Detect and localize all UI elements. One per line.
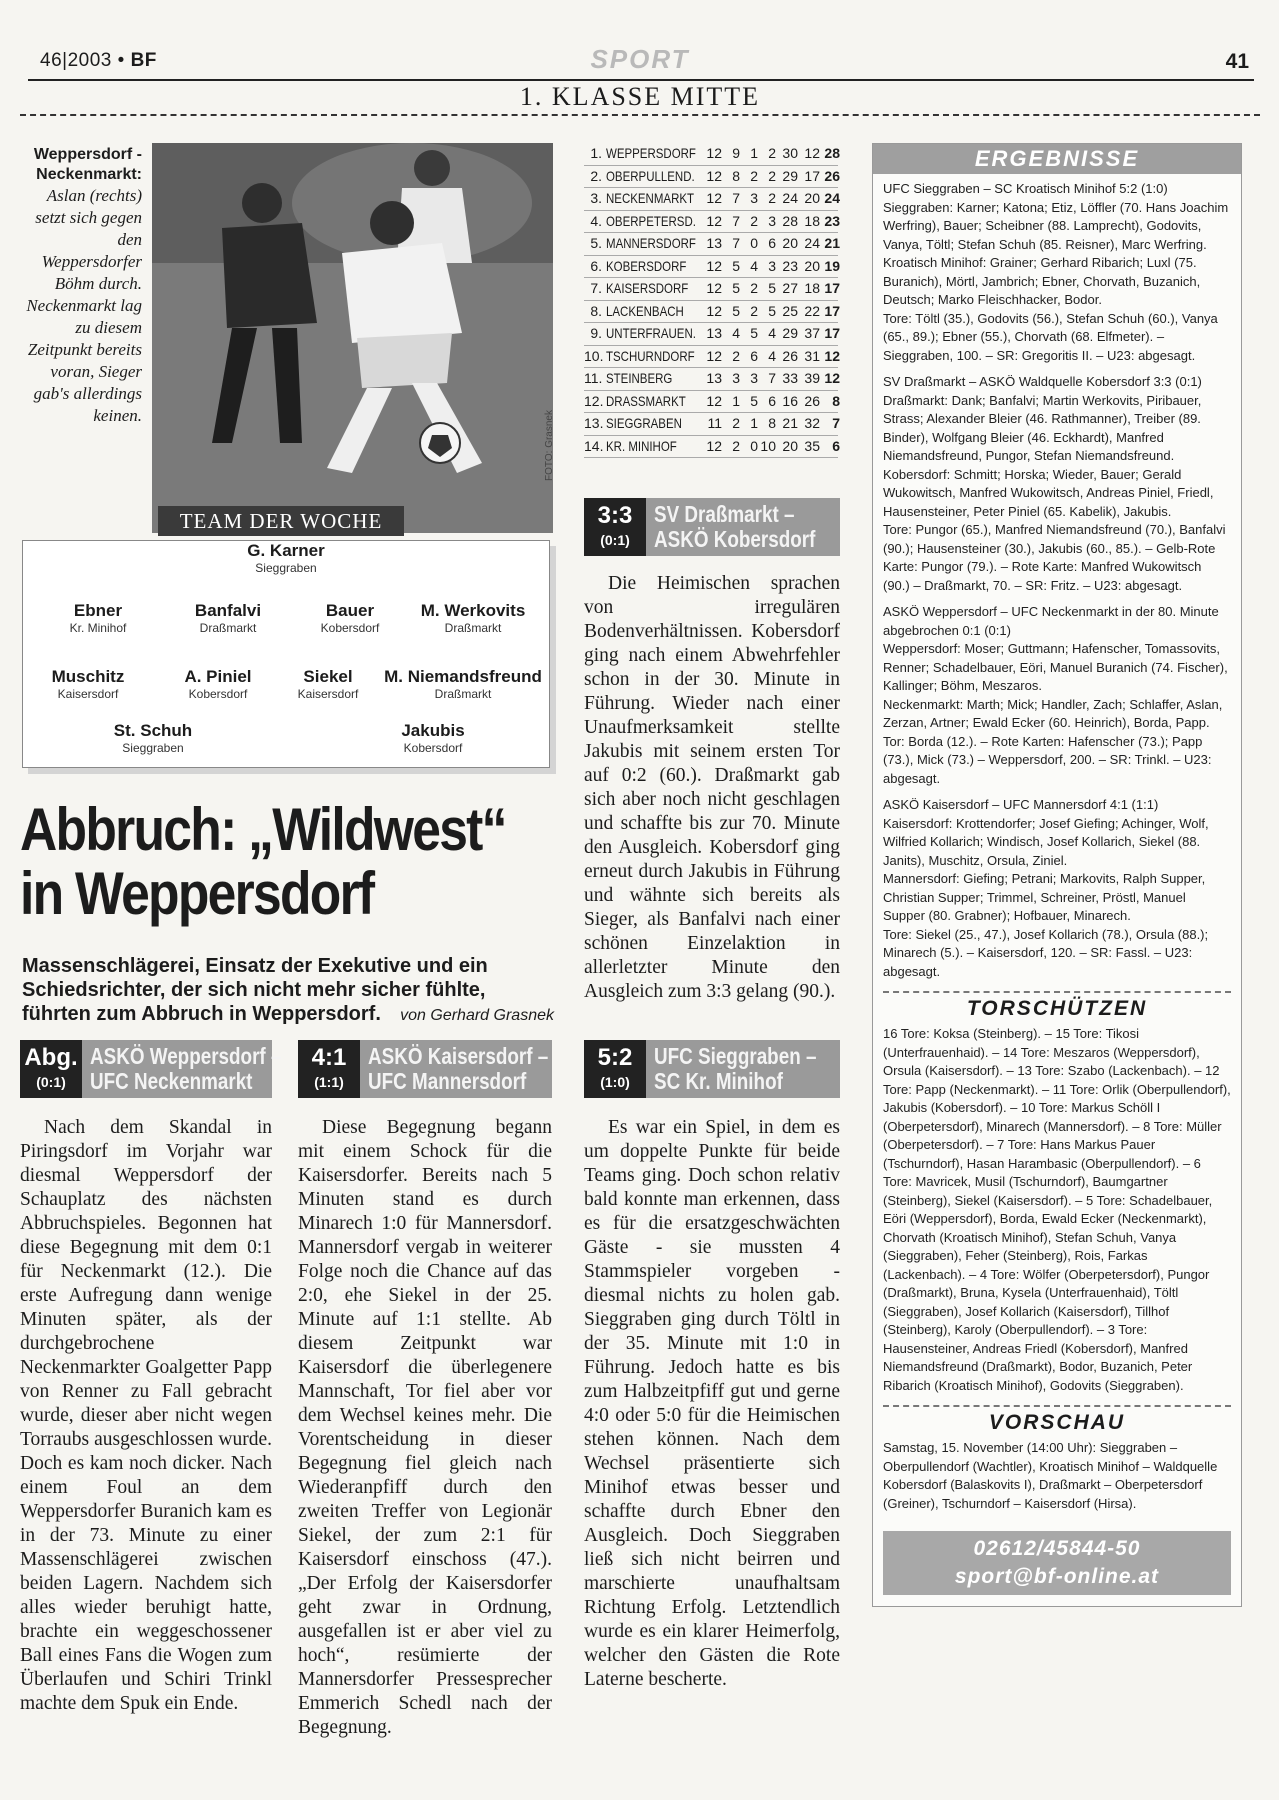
standings-position: 1. [590, 145, 602, 161]
result-header: Abg. (0:1) ASKÖ Weppersdorf – UFC Neckenmarkt [20, 1040, 272, 1098]
result-lineup: Kroatisch Minihof: Grainer; Gerhard Ribarich; Luxl (75. Buranich), Mörtl, Jambrich; Ebner, Chorvath, Buzanich, Deutsch; Marko Fleischhacker, Bodor. [883, 255, 1201, 307]
standings-g: 13 [706, 235, 722, 251]
caption-lead: Weppersdorf - Neckenmarkt: [33, 146, 142, 183]
standings-team: KOBERSDORF [606, 257, 687, 274]
standings-l: 3 [768, 212, 776, 229]
team-player: M. Niemandsfreund Draßmarkt [384, 667, 542, 701]
standings-w: 8 [732, 167, 740, 184]
standings-d: 0 [750, 437, 758, 454]
standings-d: 3 [750, 190, 758, 206]
standings-team: SIEGGRABEN [606, 415, 682, 431]
standings-d: 2 [750, 280, 758, 296]
standings-g: 11 [707, 415, 722, 431]
result-lineup: Kobersdorf: Schmitt; Horska; Wieder, Bauer; Gerald Wukowitsch, Manfred Wukowitsch, Andreas Piniel, Friedl, Hausensteiner, Peter Piniel (65. Kabelik), Jakubis. [883, 466, 1214, 519]
team-player: M. Werkovits Draßmarkt [420, 601, 526, 635]
standings-row [584, 346, 838, 369]
standings-w: 5 [732, 280, 740, 296]
result-heading: UFC Sieggraben – SC Kroatisch Minihof 5:2 (1:0) [883, 181, 1168, 196]
standings-w: 2 [732, 415, 740, 431]
result-heading: ASKÖ Weppersdorf – UFC Neckenmarkt in der 80. Minute abgebrochen 0:1 (0:1) [883, 604, 1219, 638]
standings-team: STEINBERG [606, 370, 673, 386]
contact-email[interactable]: sport@bf-online.at [954, 1565, 1160, 1588]
standings-l: 6 [768, 235, 776, 251]
standings-row [584, 368, 838, 391]
standings-d: 3 [750, 370, 758, 386]
standings-row [584, 301, 838, 324]
result-lineup: Kaisersdorf: Krottendorfer; Josef Giefing; Achinger, Wolf, Wilfried Kollarich; Windisch, Josef Kollarich, Siekel (88. Janits), Muschitz, Orsula, Ziniel. [883, 815, 1209, 868]
standings-l: 4 [768, 347, 776, 364]
result-heading: SV Draßmarkt – ASKÖ Waldquelle Kobersdorf 3:3 (0:1) [883, 374, 1202, 389]
standings-d: 5 [750, 325, 758, 341]
standings-row [584, 413, 838, 436]
standings-l: 3 [768, 257, 776, 274]
standings-w: 7 [732, 190, 740, 206]
standings-pts: 8 [832, 392, 840, 409]
standings-w: 1 [732, 392, 740, 409]
byline: von Gerhard Grasnek [400, 1007, 554, 1024]
standings-position: 3. [590, 190, 602, 206]
standings-w: 4 [732, 325, 740, 341]
standings-gf: 16 [782, 392, 798, 409]
standings-ga: 12 [804, 145, 820, 161]
standings-d: 4 [750, 257, 758, 274]
results-list [873, 174, 1241, 981]
standings-position: 13. [584, 415, 604, 431]
result-lineup: Weppersdorf: Moser; Guttmann; Hafenscher, Tomassovits, Renner; Schadelbauer, Eöri, Manuel Buranich (74. Fischer), Kallinger; Böhm, Meszaros. [883, 641, 1228, 693]
match-photo [152, 143, 553, 533]
standings-pts: 17 [824, 280, 840, 296]
page-number: 41 [1225, 50, 1249, 73]
standings-gf: 30 [782, 145, 798, 161]
standings-l: 2 [768, 190, 776, 206]
standings-team: KAISERSDORF [606, 280, 689, 296]
standings-gf: 29 [782, 325, 798, 341]
standings-gf: 21 [782, 415, 798, 431]
standings-g: 12 [706, 302, 722, 319]
result-lineup: Tore: Siekel (25., 47.), Josef Kollarich (78.), Orsula (88.); Minarech (5.). – Kaisersdorf, 120. – SR: Fassl. – U23: abgesagt. [883, 926, 1209, 979]
standings-l: 6 [768, 392, 776, 409]
standings-ga: 20 [804, 190, 820, 206]
standings-row [584, 143, 838, 166]
standings-row [584, 436, 838, 459]
standings-team: DRASSMARKT [606, 392, 686, 409]
standings-g: 12 [706, 437, 722, 454]
standings-team: NECKENMARKT [606, 190, 695, 206]
standings-pts: 7 [832, 415, 840, 431]
standings-pts: 21 [824, 235, 840, 251]
standings-g: 12 [706, 257, 722, 274]
standings-position: 2. [590, 167, 602, 184]
standings-row [584, 278, 838, 301]
standings-row [584, 323, 838, 346]
standings-team: TSCHURNDORF [606, 347, 695, 364]
preview-text: Samstag, 15. November (14:00 Uhr): Sieggraben – Oberpullendorf (Wachtler), Kroatisch Minihof – Waldquelle Kobersdorf (Balaskovits I), Draßmarkt – Oberpetersdorf (Greiner), Tschurndorf – Kaisersdorf (Hirsa). [883, 1440, 1218, 1511]
standings-ga: 17 [804, 167, 820, 184]
standings-g: 12 [706, 392, 722, 409]
result-block [883, 796, 1231, 981]
contact-phone: 02612/45844-50 [973, 1537, 1141, 1560]
team-player: Muschitz Kaisersdorf [51, 667, 125, 701]
photo-caption [22, 145, 142, 427]
standings-d: 1 [750, 415, 758, 431]
standings-w: 5 [732, 257, 740, 274]
results-title: ERGEBNISSE [873, 144, 1241, 174]
team-player: Siekel Kaisersdorf [297, 667, 359, 701]
standings-gf: 23 [782, 257, 798, 274]
standings-pts: 19 [824, 257, 840, 274]
result-heading: ASKÖ Kaisersdorf – UFC Mannersdorf 4:1 (1:1) [883, 797, 1159, 812]
standings-w: 7 [732, 235, 740, 251]
article-deck: Massenschlägerei, Einsatz der Exekutive und ein Schiedsrichter, der sich nicht mehr sicher fühlte, führten zum Abbruch in Weppersdorf. von Gerhard Grasnek [22, 954, 554, 1028]
result-lineup: Draßmarkt: Dank; Banfalvi; Martin Werkovits, Piribauer, Strass; Alexander Bleier (46. Rathmanner), Treiber (89. Binder), Wolfgang Bleier (46. Eckhardt), Manfred Niemandsfreund, Pungor, Stefan Niemandsfreund. [883, 392, 1202, 463]
preview-section [883, 1405, 1231, 1513]
standings-row [584, 166, 838, 189]
standings-gf: 26 [782, 347, 798, 364]
standings-d: 2 [750, 167, 758, 184]
standings-gf: 20 [782, 235, 798, 251]
standings-l: 5 [768, 302, 776, 319]
scorers-section [883, 991, 1231, 1395]
standings-pts: 24 [824, 190, 840, 206]
standings-d: 6 [750, 347, 758, 364]
scorers-text: 16 Tore: Koksa (Steinberg). – 15 Tore: Tikosi (Unterfrauenhaid). – 14 Tore: Meszaros (Weppersdorf), Orsula (Kaisersdorf). – 13 Tore: Szabo (Lackenbach). – 12 Tore: Papp (Neckenmarkt). – 11 Tore: Orlik (Oberpullendorf), Jakubis (Kobersdorf). – 10 Tore: Markus Schöll I (Oberpetersdorf), Minarech (Mannersdorf). – 8 Tore: Müller (Oberpetersdorf). – 7 Tore: Hans Markus Pauer (Tschurndorf), Hasan Harambasic (Oberpullendorf). – 6 Tore: Mavricek, Musil (Tschurndorf), Baumgartner (Steinberg), Siekel (Kaisersdorf). – 5 Tore: Schadelbauer, Eöri (Weppersdorf), Borda, Ewald Ecker (Neckenmarkt), Chorvath (Kroatisch Minihof), Stefan Schuh, Vanya (Sieggraben), Feher (Steinberg), Rois, Farkas (Lackenbach). – 4 Tore: Wölfer (Oberpetersdorf), Pungor (Draßmarkt), Bruna, Kysela (Unterfrauenhaid), Töltl (Sieggraben), Josef Kollarich (Kaisersdorf), Tillhof (Steinberg), Karoly (Oberpullendorf). – 3 Tore: Hausensteiner, Andreas Friedl (Kobersdorf), Manfred Niemandsfreund (Draßmarkt), Bodor, Buzanich, Peter Ribarich (Kroatisch Minihof), Godovits (Sieggraben). [883, 1026, 1231, 1393]
standings-ga: 24 [804, 235, 820, 251]
standings-gf: 29 [782, 167, 798, 184]
standings-position: 7. [590, 280, 602, 296]
standings-team: MANNERSDORF [606, 235, 696, 251]
team-player: Ebner Kr. Minihof [69, 601, 127, 635]
article-column: Nach dem Skandal in Piringsdorf im Vorjahr war diesmal Weppersdorf der Schauplatz des nächsten Abbruchspieles. Begonnen hat diese Begegnung mit dem 0:1 für Neckenmarkt (12.). Die erste Aufregung dann wenige Minuten später, als der durchgebrochene Neckenmarkter Goalgetter Papp von Renner zu Fall gebracht wurde, dieser aber nicht wegen Torraubs ausgeschlossen wurde. Doch es kam noch dicker. Nach einem Foul an dem Weppersdorfer Buranich kam es in der 73. Minute zu einer Massenschlägerei zwischen beiden Lagern. Nachdem sich alles wieder beruhigt hatte, brachte ein weggeschossener Ball eines Fans die Wogen zum Überlaufen und Schiri Trinkl machte dem Spuk ein Ende. [20, 1117, 272, 1714]
standings-team: KR. MINIHOF [606, 437, 677, 454]
standings-d: 1 [750, 145, 758, 161]
standings-row [584, 391, 838, 414]
header-rule [28, 79, 1254, 81]
result-lineup: Sieggraben: Karner; Katona; Etiz, Löffler (70. Hans Joachim Werfring), Bauer; Scheibner (88. Lamprecht), Godovits, Vanya, Töltl; Stefan Schuh (85. Reisner), Marc Werfring. [883, 199, 1229, 252]
preview-title: VORSCHAU [883, 1405, 1231, 1435]
standings-team: UNTERFRAUEN. [606, 325, 696, 341]
result-lineup: Tore: Töltl (35.), Godovits (56.), Stefan Schuh (60.), Vanya (65., 89.); Ebner (55.), Chorvath (68. Elfmeter). – Sieggraben, 100. – SR: Gregoritis II. – U23: abgesagt. [883, 310, 1218, 363]
standings-team: WEPPERSDORF [606, 145, 696, 161]
standings-l: 10 [760, 437, 776, 454]
standings-pts: 28 [824, 145, 840, 161]
standings-position: 14. [584, 437, 604, 454]
standings-position: 8. [590, 302, 602, 319]
standings-pts: 26 [824, 167, 840, 184]
standings-l: 8 [768, 415, 776, 431]
results-sidebar [872, 143, 1242, 1607]
standings-l: 7 [768, 370, 776, 386]
result-block [883, 180, 1231, 365]
standings-g: 12 [706, 347, 722, 364]
standings-position: 9. [590, 325, 602, 341]
standings-w: 9 [732, 145, 740, 161]
result-header: 5:2 (1:0) UFC Sieggraben – SC Kr. Minihof [584, 1040, 840, 1098]
standings-ga: 20 [804, 257, 820, 274]
result-block [883, 603, 1231, 788]
standings-ga: 35 [804, 437, 820, 454]
standings-pts: 17 [824, 302, 840, 319]
standings-d: 0 [750, 235, 758, 251]
result-lineup: Mannersdorf: Giefing; Petrani; Markovits, Ralph Supper, Christian Supper; Trimmel, Schreiner, Pröstl, Manuel Supper (80. Grabner); Hofbauer, Minarech. [883, 871, 1206, 923]
standings-w: 2 [732, 437, 740, 454]
standings-gf: 24 [782, 190, 798, 206]
standings-ga: 18 [804, 280, 820, 296]
standings-position: 10. [584, 347, 604, 364]
result-header: 3:3 (0:1) SV Draßmarkt – ASKÖ Kobersdorf [584, 498, 840, 556]
standings-pts: 23 [824, 212, 840, 229]
standings-pts: 12 [824, 347, 840, 364]
photo-credit: FOTO: Grasnek [544, 410, 555, 481]
standings-g: 12 [706, 145, 722, 161]
team-player: Bauer Kobersdorf [320, 601, 380, 635]
standings-gf: 28 [782, 212, 798, 229]
standings-g: 13 [706, 370, 722, 386]
standings-l: 2 [768, 145, 776, 161]
standings-ga: 31 [804, 347, 820, 364]
standings-team: OBERPULLEND. [606, 167, 695, 184]
article-column: Diese Begegnung begann mit einem Schock für die Kaisersdorfer. Bereits nach 5 Minuten stand es durch Minarech 1:0 für Mannersdorf. Mannersdorf vergab in weiterer Folge noch die Chance auf das 2:0, ehe Siekel in der 25. Minute auf 1:1 stellte. Ab diesem Zeitpunkt war Kaisersdorf die überlegenere Mannschaft, Tor fiel aber vor dem Wechsel keines mehr. Die Vorentscheidung in dieser Begegnung fiel gleich nach Wiederanpfiff durch den zweiten Treffer von Legionär Siekel, der zum 2:1 für Kaisersdorf einschoss (47.). „Der Erfolg der Kaisersdorfer geht zwar in Ordnung, ausgefallen ist er aber viel zu hoch“, resümierte der Mannersdorfer Pressesprecher Emmerich Schedl nach der Begegnung. [298, 1117, 552, 1738]
standings-pts: 6 [832, 437, 840, 454]
team-of-week-box [22, 540, 550, 768]
standings-ga: 26 [804, 392, 820, 409]
scorers-title: TORSCHÜTZEN [883, 991, 1231, 1021]
standings-w: 5 [732, 302, 740, 319]
team-player: G. Karner Sieggraben [247, 541, 325, 575]
standings-position: 5. [590, 235, 602, 251]
caption-body: Aslan (rechts) setzt sich gegen den Weppersdorfer Böhm durch. Neckenmarkt lag zu diesem Zeitpunkt bereits voran, Sieger gab's allerdings keinen. [26, 186, 142, 425]
header-dashed-rule [20, 114, 1260, 116]
team-of-week-title: TEAM DER WOCHE [158, 506, 404, 536]
result-lineup: Tor: Borda (12.). – Rote Karten: Hafenscher (73.); Papp (73.), Mick (73.) – Weppersdorf, 200. – SR: Trinkl. – U23: abgesagt. [883, 733, 1212, 786]
team-player: Jakubis Kobersdorf [401, 721, 465, 755]
issue-label: 46|2003 • BF [40, 50, 157, 71]
standings-row [584, 233, 838, 256]
standings-pts: 17 [824, 325, 840, 341]
standings-ga: 39 [804, 370, 820, 386]
standings-l: 5 [768, 280, 776, 296]
standings-g: 13 [706, 325, 722, 341]
result-lineup: Tore: Pungor (65.), Manfred Niemandsfreund (70.), Banfalvi (90.); Hausensteiner (30.), Jakubis (60., 85.). – Gelb-Rote Karte: Pungor (79.). – Rote Karte: Manfred Wukowitsch (90.) – Draßmarkt, 70. – SR: Fritz. – U23: abgesagt. [883, 522, 1226, 593]
standings-row [584, 256, 838, 279]
result-header: 4:1 (1:1) ASKÖ Kaisersdorf – UFC Mannersdorf [298, 1040, 552, 1098]
standings-team: LACKENBACH [606, 302, 684, 319]
standings-w: 7 [732, 212, 740, 229]
standings-position: 11. [584, 370, 603, 386]
article-headline: Abbruch: „Wildwest“ in Weppersdorf [20, 796, 506, 927]
standings-d: 5 [750, 392, 758, 409]
standings-position: 12. [584, 392, 604, 409]
team-player: Banfalvi Draßmarkt [194, 601, 262, 635]
standings-gf: 25 [782, 302, 798, 319]
standings-row [584, 188, 838, 211]
standings-row [584, 211, 838, 234]
standings-gf: 27 [782, 280, 798, 296]
contact-box [883, 1531, 1231, 1595]
standings-l: 2 [768, 167, 776, 184]
standings-team: OBERPETERSD. [606, 212, 696, 229]
team-player: St. Schuh Sieggraben [113, 721, 193, 755]
article-column: Die Heimischen sprachen von irregulären Bodenverhältnissen. Kobersdorf ging nach einem Abwehrfehler schon in der 30. Minute in Führung. Wieder nach einer Unaufmerksamkeit stellte Jakubis mit seinem ersten Tor auf 0:2 (60.). Draßmarkt gab sich aber noch nicht geschlagen und schaffte bis zur 70. Minute den Ausgleich. Kobersdorf ging erneut durch Jakubis in Führung und wähnte sich bereits als Sieger, als Banfalvi nach einer schönen Einzelaktion in allerletzter Minute den Ausgleich zum 3:3 gelang (90.). [584, 573, 840, 1002]
standings-l: 4 [768, 325, 776, 341]
result-block [883, 373, 1231, 595]
result-lineup: Neckenmarkt: Marth; Mick; Handler, Zach; Schlaffer, Aslan, Zerzan, Artner; Ewald Ecker (60. Heinrich), Borda, Papp. [883, 696, 1223, 730]
standings-gf: 33 [782, 370, 798, 386]
league-title: 1. KLASSE MITTE [519, 82, 761, 111]
section-label: SPORT [590, 44, 690, 74]
standings-gf: 20 [782, 437, 798, 454]
article-column: Es war ein Spiel, in dem es um doppelte Punkte für beide Teams ging. Doch schon relativ bald konnte man erkennen, dass es für die ersatzgeschwächten Gäste - sie mussten 4 Stammspieler vorgeben - diesmal nichts zu holen gab. Sieggraben ging durch Töltl in der 35. Minute mit 1:0 in Führung. Jedoch hatte es bis zum Halbzeitpfiff gut und gerne 4:0 oder 5:0 für die Heimischen stehen können. Nach dem Wechsel präsentierte sich Minihof etwas besser und schaffte durch Ebner den Ausgleich. Doch Sieggraben ließ sich nicht beirren und marschierte unaufhaltsam Richtung Erfolg. Letztendlich wurde es ein klarer Heimerfolg, welcher den Gästen die Rote Laterne bescherte. [584, 1117, 840, 1690]
standings-g: 12 [706, 190, 722, 206]
standings-ga: 32 [804, 415, 820, 431]
standings-g: 12 [706, 280, 722, 296]
team-player: A. Piniel Kobersdorf [184, 667, 252, 701]
standings-position: 4. [590, 212, 602, 229]
standings-ga: 37 [804, 325, 820, 341]
standings-w: 2 [732, 347, 740, 364]
standings-position: 6. [590, 257, 602, 274]
standings-w: 3 [732, 370, 740, 386]
standings-d: 2 [750, 302, 758, 319]
standings-g: 12 [706, 212, 722, 229]
standings-ga: 18 [804, 212, 820, 229]
standings-table [584, 143, 838, 458]
standings-pts: 12 [824, 370, 840, 386]
standings-d: 2 [750, 212, 758, 229]
standings-g: 12 [706, 167, 722, 184]
standings-ga: 22 [804, 302, 820, 319]
